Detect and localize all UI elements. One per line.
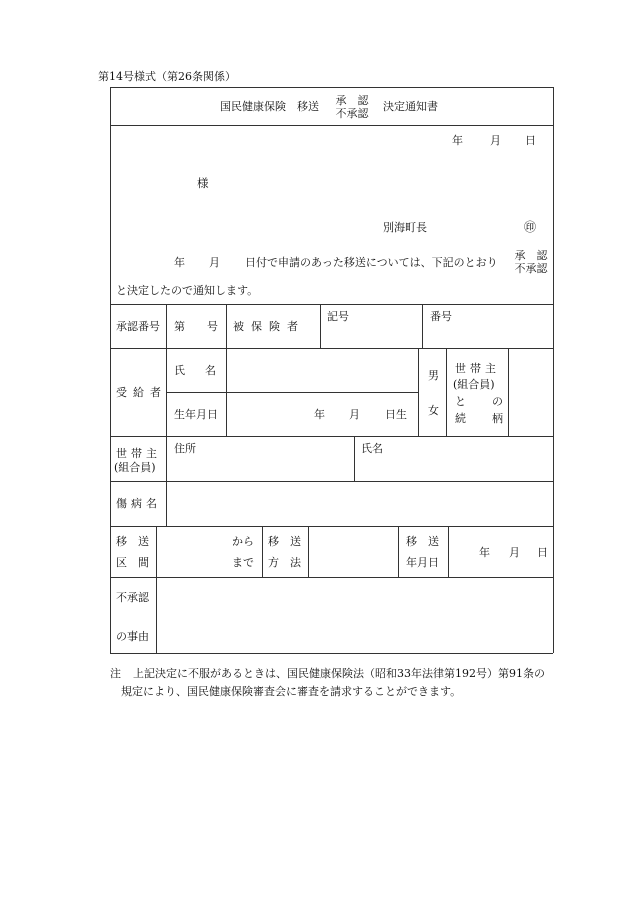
transfer-section-line1: 移 送	[116, 535, 149, 548]
from-label: から	[232, 535, 254, 548]
body-approve: 承 認	[514, 249, 548, 262]
transfer-date-month: 月	[509, 546, 520, 559]
relation-line1: 世帯主	[455, 362, 500, 375]
birth-day-suffix: 日生	[385, 408, 407, 421]
recipient-label: 受給者	[116, 386, 167, 399]
title-disapprove: 不承認	[335, 107, 369, 120]
body-line2: と決定したので通知します。	[116, 284, 259, 297]
relation-line2: (組合員)	[453, 378, 495, 391]
transfer-section-line2: 区 間	[116, 556, 149, 569]
date-month: 月	[490, 134, 501, 147]
transfer-method-line1: 移 送	[268, 535, 301, 548]
seal-mark: ㊞	[524, 220, 537, 234]
note-line2: 規定により、国民健康保険審査会に審査を請求することができます。	[121, 685, 462, 698]
title-prefix: 国民健康保険 移送	[220, 100, 319, 113]
bango-label: 番号	[430, 310, 452, 323]
body-year: 年	[174, 256, 185, 269]
transfer-date-year: 年	[479, 546, 490, 559]
note-line1: 上記決定に不服があるときは、国民健康保険法（昭和33年法律第192号）第91条の	[133, 667, 545, 680]
gender-male: 男	[428, 369, 439, 382]
relation-to: と	[455, 395, 466, 408]
kigo-label: 記号	[327, 310, 349, 323]
birth-year: 年	[314, 408, 325, 421]
household-name-label: 氏名	[361, 442, 383, 455]
transfer-method-line2: 方 法	[268, 556, 301, 569]
date-day: 日	[525, 134, 536, 147]
birth-month: 月	[349, 408, 360, 421]
disease-label: 傷病名	[116, 497, 161, 510]
household-line1: 世帯主	[116, 447, 161, 460]
transfer-date-line1: 移 送	[406, 535, 439, 548]
form-number: 第14号様式（第26条関係）	[98, 70, 236, 83]
transfer-date-day: 日	[537, 546, 548, 559]
approval-go: 号	[207, 320, 218, 333]
body-choice	[511, 249, 551, 275]
name-label: 氏名	[174, 364, 236, 377]
reason-line2: の事由	[116, 630, 149, 643]
date-year: 年	[452, 134, 463, 147]
title-suffix: 決定通知書	[383, 100, 438, 113]
relation-no: の	[492, 395, 503, 408]
approval-dai: 第	[174, 320, 185, 333]
body-month: 月	[209, 256, 220, 269]
birth-label: 生年月日	[174, 408, 218, 421]
household-line2: (組合員)	[114, 461, 156, 474]
body-disapprove: 不承認	[514, 262, 548, 275]
note-label: 注	[110, 667, 121, 680]
reason-line1: 不承認	[116, 591, 149, 604]
approval-number-label: 承認番号	[116, 320, 160, 333]
issuer: 別海町長	[383, 221, 427, 234]
title-approve: 承 認	[335, 94, 369, 107]
to-label: まで	[232, 556, 254, 569]
addressee-suffix: 様	[197, 176, 209, 190]
body-text: 日付で申請のあった移送については、下記のとおり	[245, 256, 498, 269]
relation-gara: 柄	[492, 412, 503, 425]
transfer-date-line2: 年月日	[406, 556, 439, 569]
title-choice	[332, 94, 372, 120]
address-label: 住所	[174, 442, 196, 455]
gender-female: 女	[428, 404, 439, 417]
relation-zoku: 続	[455, 412, 466, 425]
insured-label: 被保険者	[233, 320, 305, 333]
